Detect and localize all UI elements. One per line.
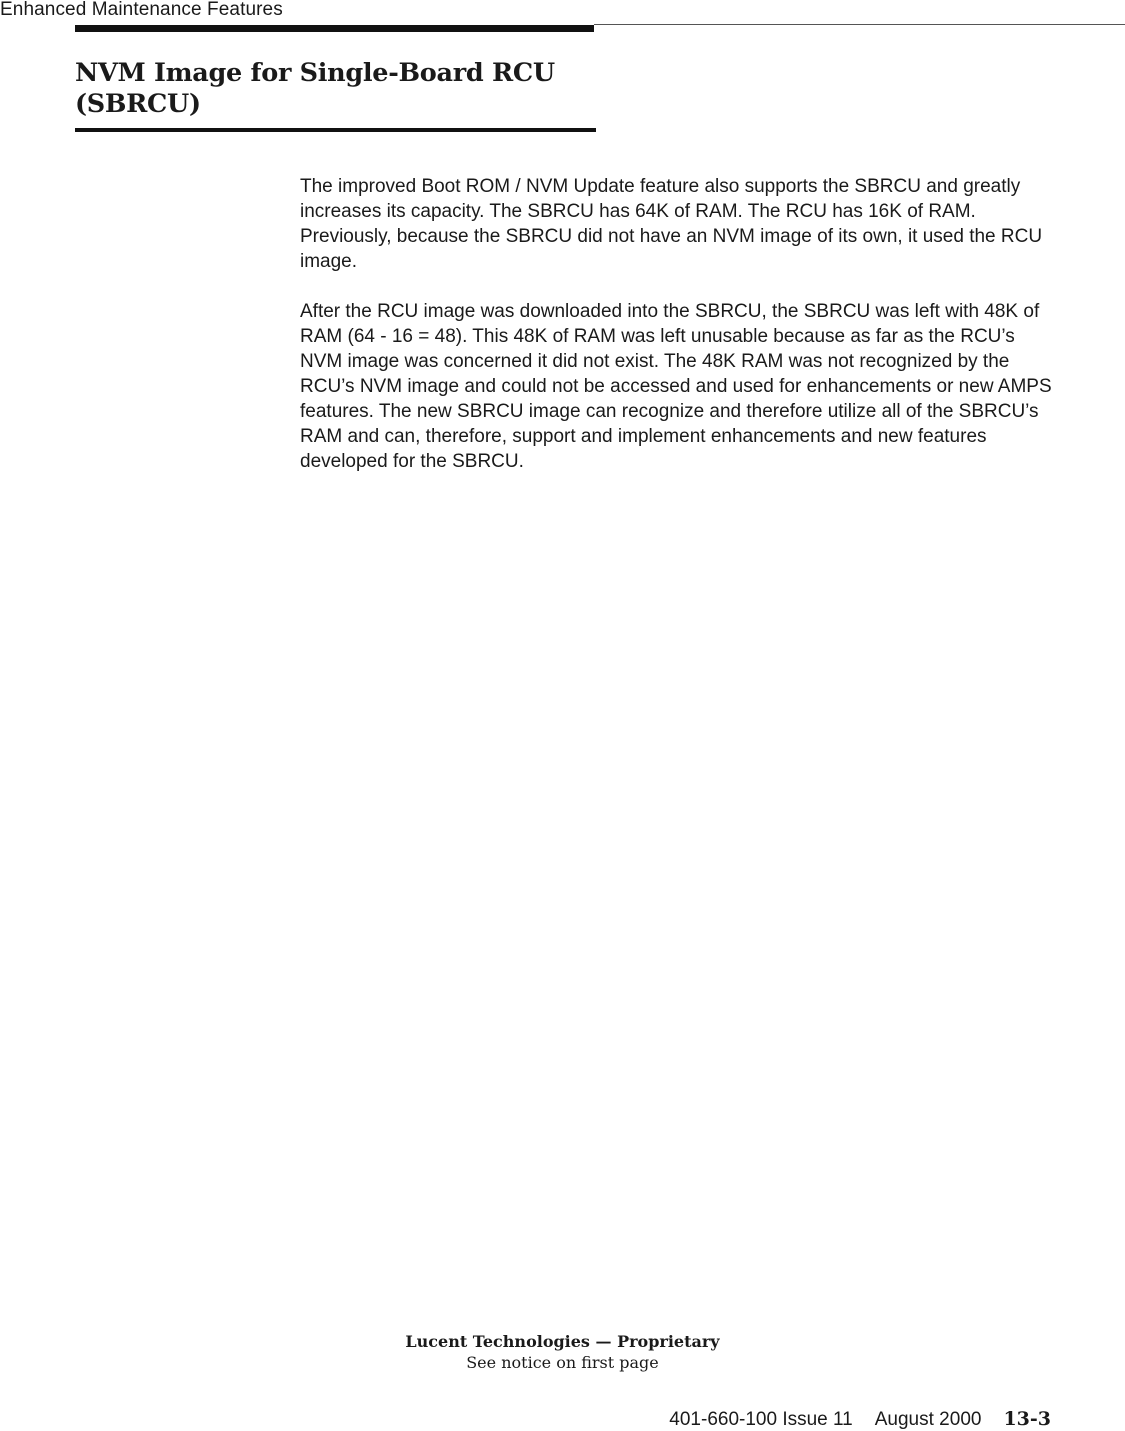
section-title: NVM Image for Single-Board RCU (SBRCU) <box>75 58 555 119</box>
title-rule <box>75 128 596 132</box>
page-number: 13-3 <box>1003 1408 1051 1430</box>
paragraph-2: After the RCU image was downloaded into the SBRCU, the SBRCU was left with 48K of RAM (64 - 16 = 48). This 48K of RAM was left unusable because as far as the RCU’s NVM image was concerned it did not exist. The 48K RAM was not recognized by the RCU’s NVM image and could not be accessed and used for enhancements or new AMPS features. The new SBRCU image can recognize and therefore utilize all of the SBRCU’s RAM and can, therefore, support and implement enhancements and new features developed for the SBRCU. <box>300 301 1052 472</box>
body-text <box>300 174 1060 499</box>
footer-company: Lucent Technologies — Proprietary <box>405 1332 720 1351</box>
paragraph-1: The improved Boot ROM / NVM Update feature also supports the SBRCU and greatly increases its capacity. The SBRCU has 64K of RAM. The RCU has 16K of RAM. Previously, because the SBRCU did not have an NVM image of its own, it used the RCU image. <box>300 176 1043 272</box>
header-rule-thick <box>75 25 594 32</box>
page-footer <box>669 1408 1051 1431</box>
header-rule-thin <box>594 24 1125 25</box>
document-number: 401-660-100 Issue 11 <box>669 1409 853 1430</box>
footer-notice: See notice on first page <box>466 1353 659 1372</box>
running-header: Enhanced Maintenance Features <box>0 0 283 20</box>
issue-date: August 2000 <box>874 1409 982 1430</box>
